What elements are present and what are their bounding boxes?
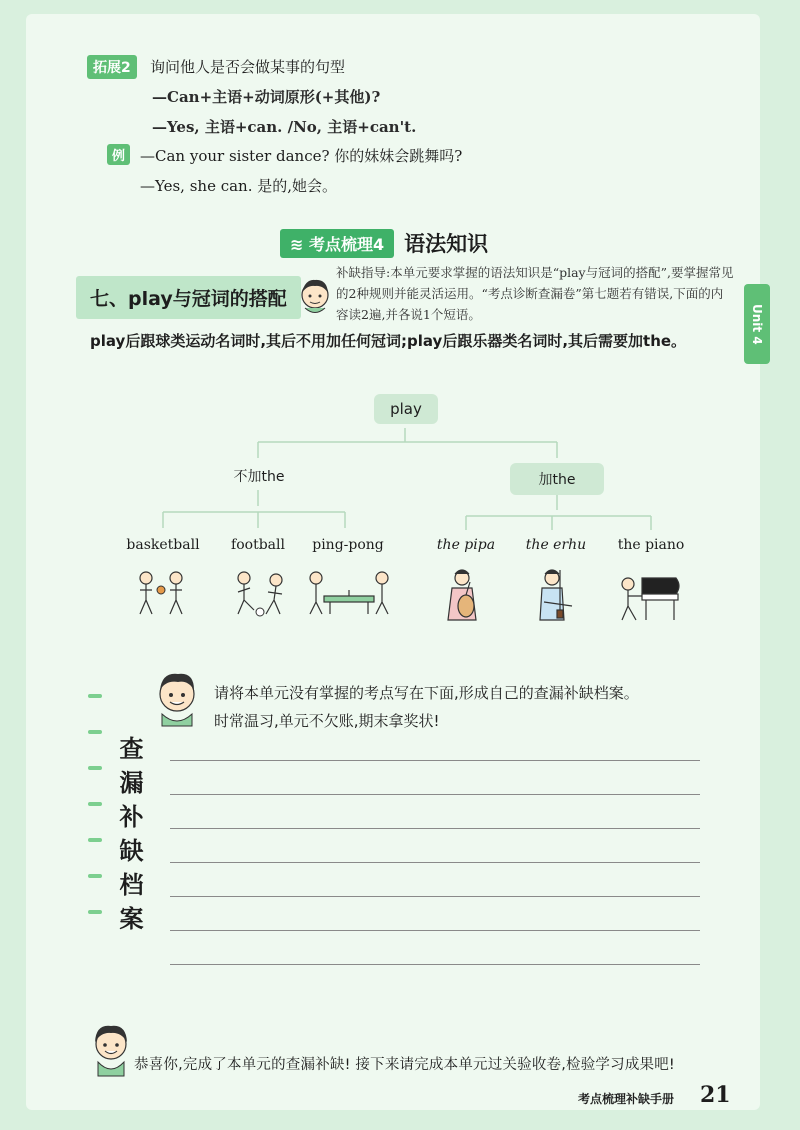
leaf-piano: the piano xyxy=(617,537,685,553)
side-dash xyxy=(88,910,102,914)
pipa-player-icon xyxy=(440,566,490,624)
tip-text: 补缺指导:本单元要求掌握的语法知识是“play与冠词的搭配”,要掌握常见的2种规则并能灵活运用。“考点诊断查漏卷”第七题若有错误,下面的内容读2遍,并各说1个短语。 xyxy=(336,265,734,322)
extension-title: 询问他人是否会做某事的句型 xyxy=(150,58,346,76)
extension-tag: 拓展2 xyxy=(87,55,137,79)
basketball-kids-icon xyxy=(130,568,194,620)
side-dash xyxy=(88,802,102,806)
page-number: 21 xyxy=(700,1082,731,1108)
example-tag: 例 xyxy=(107,144,130,165)
checklist-intro-1: 请将本单元没有掌握的考点写在下面,形成自己的查漏补缺档案。 xyxy=(214,684,639,702)
checklist-intro-2: 时常温习,单元不欠账,期末拿奖状! xyxy=(214,712,440,730)
erhu-player-icon xyxy=(530,566,580,624)
girl-footer-avatar-icon xyxy=(88,1020,134,1078)
unit-tab[interactable]: Unit 4 xyxy=(744,284,770,364)
writing-line[interactable] xyxy=(170,760,700,761)
piano-player-icon xyxy=(616,566,682,624)
tree-root: play xyxy=(374,394,438,424)
side-dash xyxy=(88,694,102,698)
pattern-question: —Can+主语+动词原形(+其他)? xyxy=(152,88,381,106)
checklist-side-title: 查漏补缺档案 xyxy=(115,736,143,940)
leaf-basketball: basketball xyxy=(126,537,200,553)
side-dash xyxy=(88,766,102,770)
side-dash xyxy=(88,838,102,842)
writing-line[interactable] xyxy=(170,964,700,965)
book-name: 考点梳理补缺手册 xyxy=(578,1092,675,1106)
topic-banner: 七、play与冠词的搭配 xyxy=(76,276,301,319)
side-dash xyxy=(88,730,102,734)
leaf-erhu: the erhu xyxy=(525,537,587,553)
pattern-answer: —Yes, 主语+can. /No, 主语+can't. xyxy=(152,118,417,136)
example-question: —Can your sister dance? 你的妹妹会跳舞吗? xyxy=(140,147,463,165)
writing-line[interactable] xyxy=(170,794,700,795)
congrats-text: 恭喜你,完成了本单元的查漏补缺! 接下来请完成本单元过关验收卷,检验学习成果吧! xyxy=(134,1057,675,1073)
writing-line[interactable] xyxy=(170,930,700,931)
football-kids-icon xyxy=(230,568,294,620)
rule-text: play后跟球类运动名词时,其后不用加任何冠词;play后跟乐器类名词时,其后需要加the。 xyxy=(90,332,687,350)
example-answer: —Yes, she can. 是的,她会。 xyxy=(140,177,338,195)
wave-icon: ≋ xyxy=(290,234,304,254)
section-tag-label: 考点梳理4 xyxy=(308,234,385,254)
leaf-ping-pong: ping-pong xyxy=(312,537,384,553)
writing-line[interactable] xyxy=(170,896,700,897)
leaf-football: football xyxy=(231,537,285,553)
writing-line[interactable] xyxy=(170,828,700,829)
writing-line[interactable] xyxy=(170,862,700,863)
tree-node-with-the: 加the xyxy=(510,463,604,495)
leaf-pipa: the pipa xyxy=(436,537,496,553)
tree-node-no-the: 不加the xyxy=(233,469,285,485)
boy-avatar-icon xyxy=(152,668,202,728)
side-dash xyxy=(88,874,102,878)
ping-pong-kids-icon xyxy=(304,568,394,620)
section-title: 语法知识 xyxy=(404,232,489,256)
